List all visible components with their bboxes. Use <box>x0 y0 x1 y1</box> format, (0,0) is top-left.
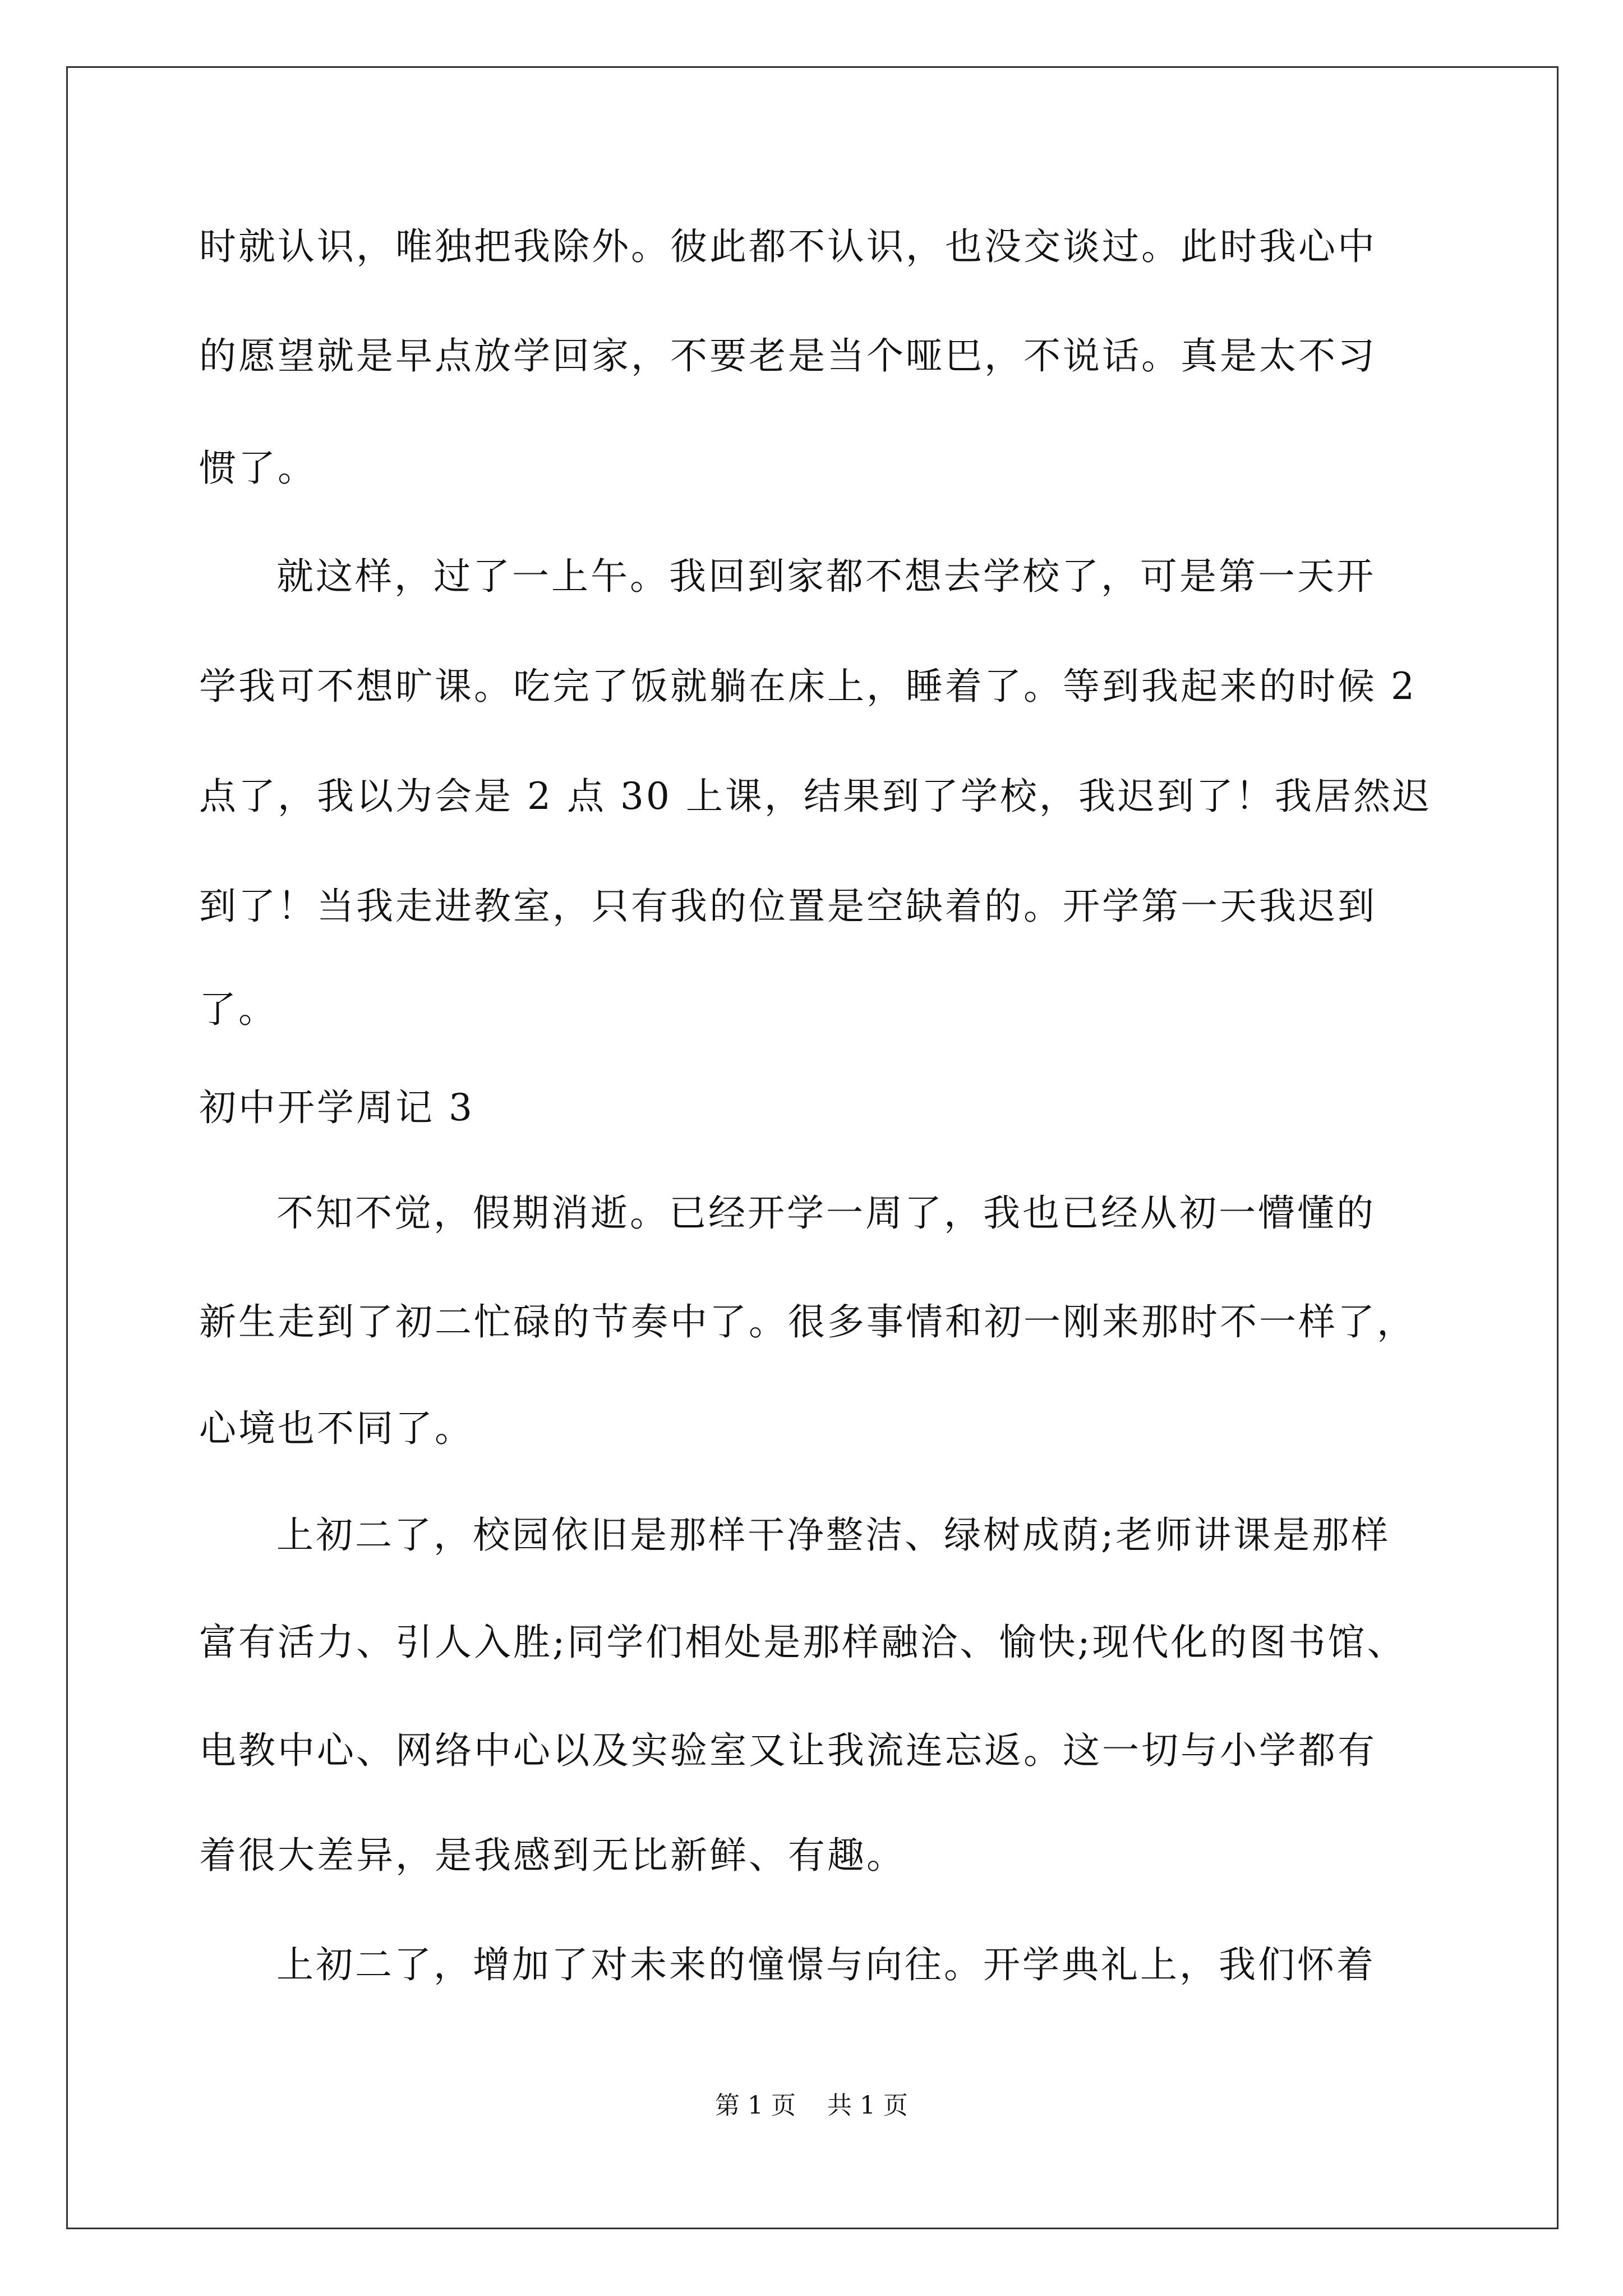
paragraph-line: 时就认识，唯独把我除外。彼此都不认识，也没交谈过。此时我心中 <box>199 225 1377 268</box>
paragraph-line: 惯了。 <box>199 447 317 490</box>
paragraph-line: 点了，我以为会是 2 点 30 上课，结果到了学校，我迟到了！我居然迟 <box>199 775 1432 818</box>
paragraph-line: 不知不觉，假期消逝。已经开学一周了，我也已经从初一懵懂的 <box>276 1191 1376 1235</box>
section-heading: 初中开学周记 3 <box>199 1086 474 1129</box>
paragraph-line: 上初二了，校园依旧是那样干净整洁、绿树成荫;老师讲课是那样 <box>276 1513 1391 1557</box>
paragraph-line: 就这样，过了一上午。我回到家都不想去学校了，可是第一天开 <box>276 555 1376 598</box>
paragraph-line: 到了！当我走进教室，只有我的位置是空缺着的。开学第一天我迟到 <box>199 885 1377 928</box>
paragraph-line: 电教中心、网络中心以及实验室又让我流连忘返。这一切与小学都有 <box>199 1729 1377 1772</box>
paragraph-line: 着很大差异，是我感到无比新鲜、有趣。 <box>199 1834 906 1877</box>
paragraph-line: 富有活力、引人入胜;同学们相处是那样融洽、愉快;现代化的图书馆、 <box>199 1621 1407 1664</box>
page-border <box>66 66 1559 2229</box>
paragraph-line: 学我可不想旷课。吃完了饭就躺在床上，睡着了。等到我起来的时候 2 <box>199 665 1417 708</box>
paragraph-line: 了。 <box>199 988 278 1031</box>
page-footer: 第 1 页 共 1 页 <box>715 2091 908 2120</box>
paragraph-line: 的愿望就是早点放学回家，不要老是当个哑巴，不说话。真是太不习 <box>199 334 1377 378</box>
paragraph-line: 新生走到了初二忙碌的节奏中了。很多事情和初一刚来那时不一样了， <box>199 1300 1416 1343</box>
paragraph-line: 上初二了，增加了对未来的憧憬与向往。开学典礼上，我们怀着 <box>276 1943 1376 1986</box>
paragraph-line: 心境也不同了。 <box>199 1407 474 1450</box>
